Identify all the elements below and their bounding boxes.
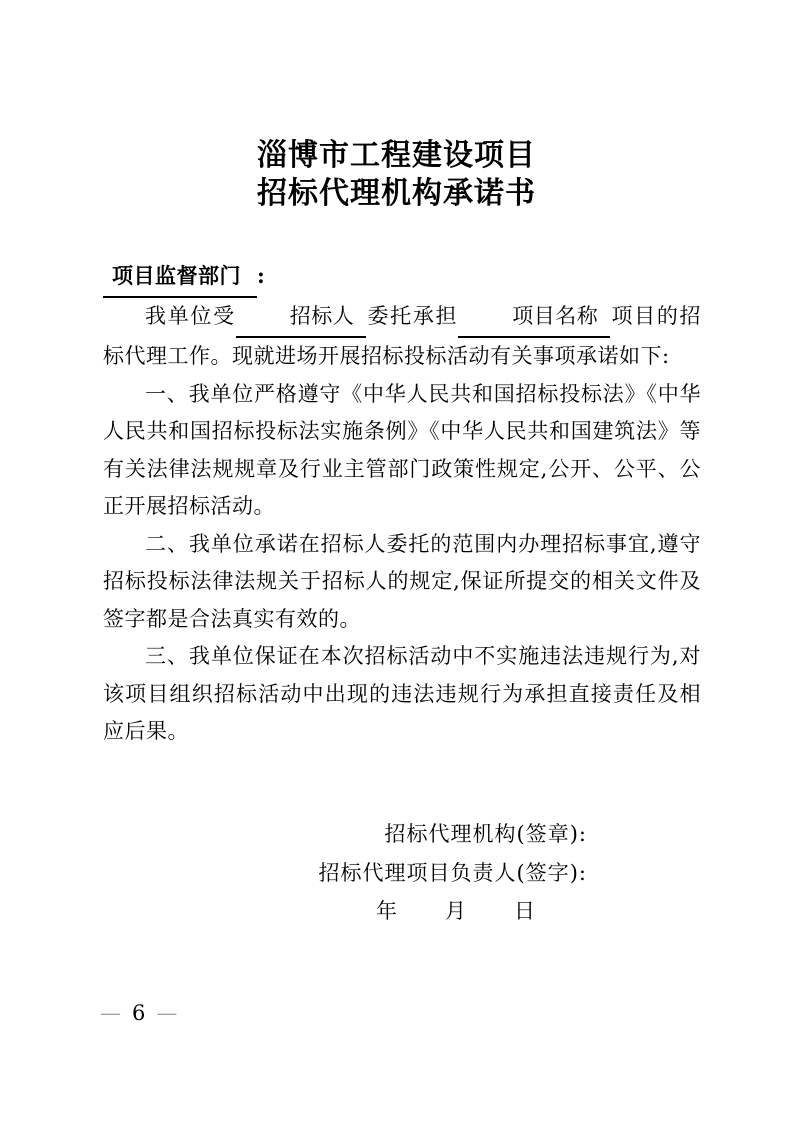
title-line-1: 淄博市工程建设项目: [257, 138, 536, 173]
footer-dash-left: —: [100, 1001, 121, 1025]
document-title: [0, 137, 793, 213]
supervision-line: [103, 257, 701, 298]
supervision-department-label: 项目监督部门: [103, 257, 257, 298]
intro-pre-text: 我单位受: [145, 303, 236, 328]
signature-block: [319, 815, 587, 931]
document-body: [103, 257, 701, 751]
commitment-paragraph-3: 三、我单位保证在本次招标活动中不实施违法违规行为,对该项目组织招标活动中出现的违法违规行为承担直接责任及相应后果。: [103, 644, 701, 743]
signature-manager-line: 招标代理项目负责人(签字):: [318, 860, 587, 885]
supervision-colon: :: [257, 263, 266, 288]
commitment-paragraph-1: 一、我单位严格遵守《中华人民共和国招标投标法》《中华人民共和国招标投标法实施条例》《中华人民共和国建筑法》等有关法律法规规章及行业主管部门政策性规定,公开、公平、公正开展招标活动。: [103, 381, 701, 518]
signature-date-line: 年 月 日: [376, 899, 537, 923]
title-line-2: 招标代理机构承诺书: [257, 176, 536, 211]
page-number: 6: [132, 1001, 146, 1025]
footer: [100, 999, 177, 1027]
commitment-paragraph-2: 二、我单位承诺在招标人委托的范围内办理招标事宜,遵守招标投标法律法规关于招标人的规定,保证所提交的相关文件及签字都是合法真实有效的。: [103, 531, 701, 631]
blank-project-name-field: 项目名称: [458, 298, 610, 339]
blank-tenderer-field: 招标人: [236, 298, 367, 339]
signature-agency-line: 招标代理机构(签章):: [384, 822, 587, 846]
intro-paragraph: [103, 298, 701, 376]
footer-dash-right: —: [156, 1001, 178, 1025]
intro-post-text: 项目的招标代理工作。现就进场开展招标投标活动有关事项承诺如下:: [103, 303, 702, 368]
intro-mid-text: 委托承担: [366, 303, 459, 328]
